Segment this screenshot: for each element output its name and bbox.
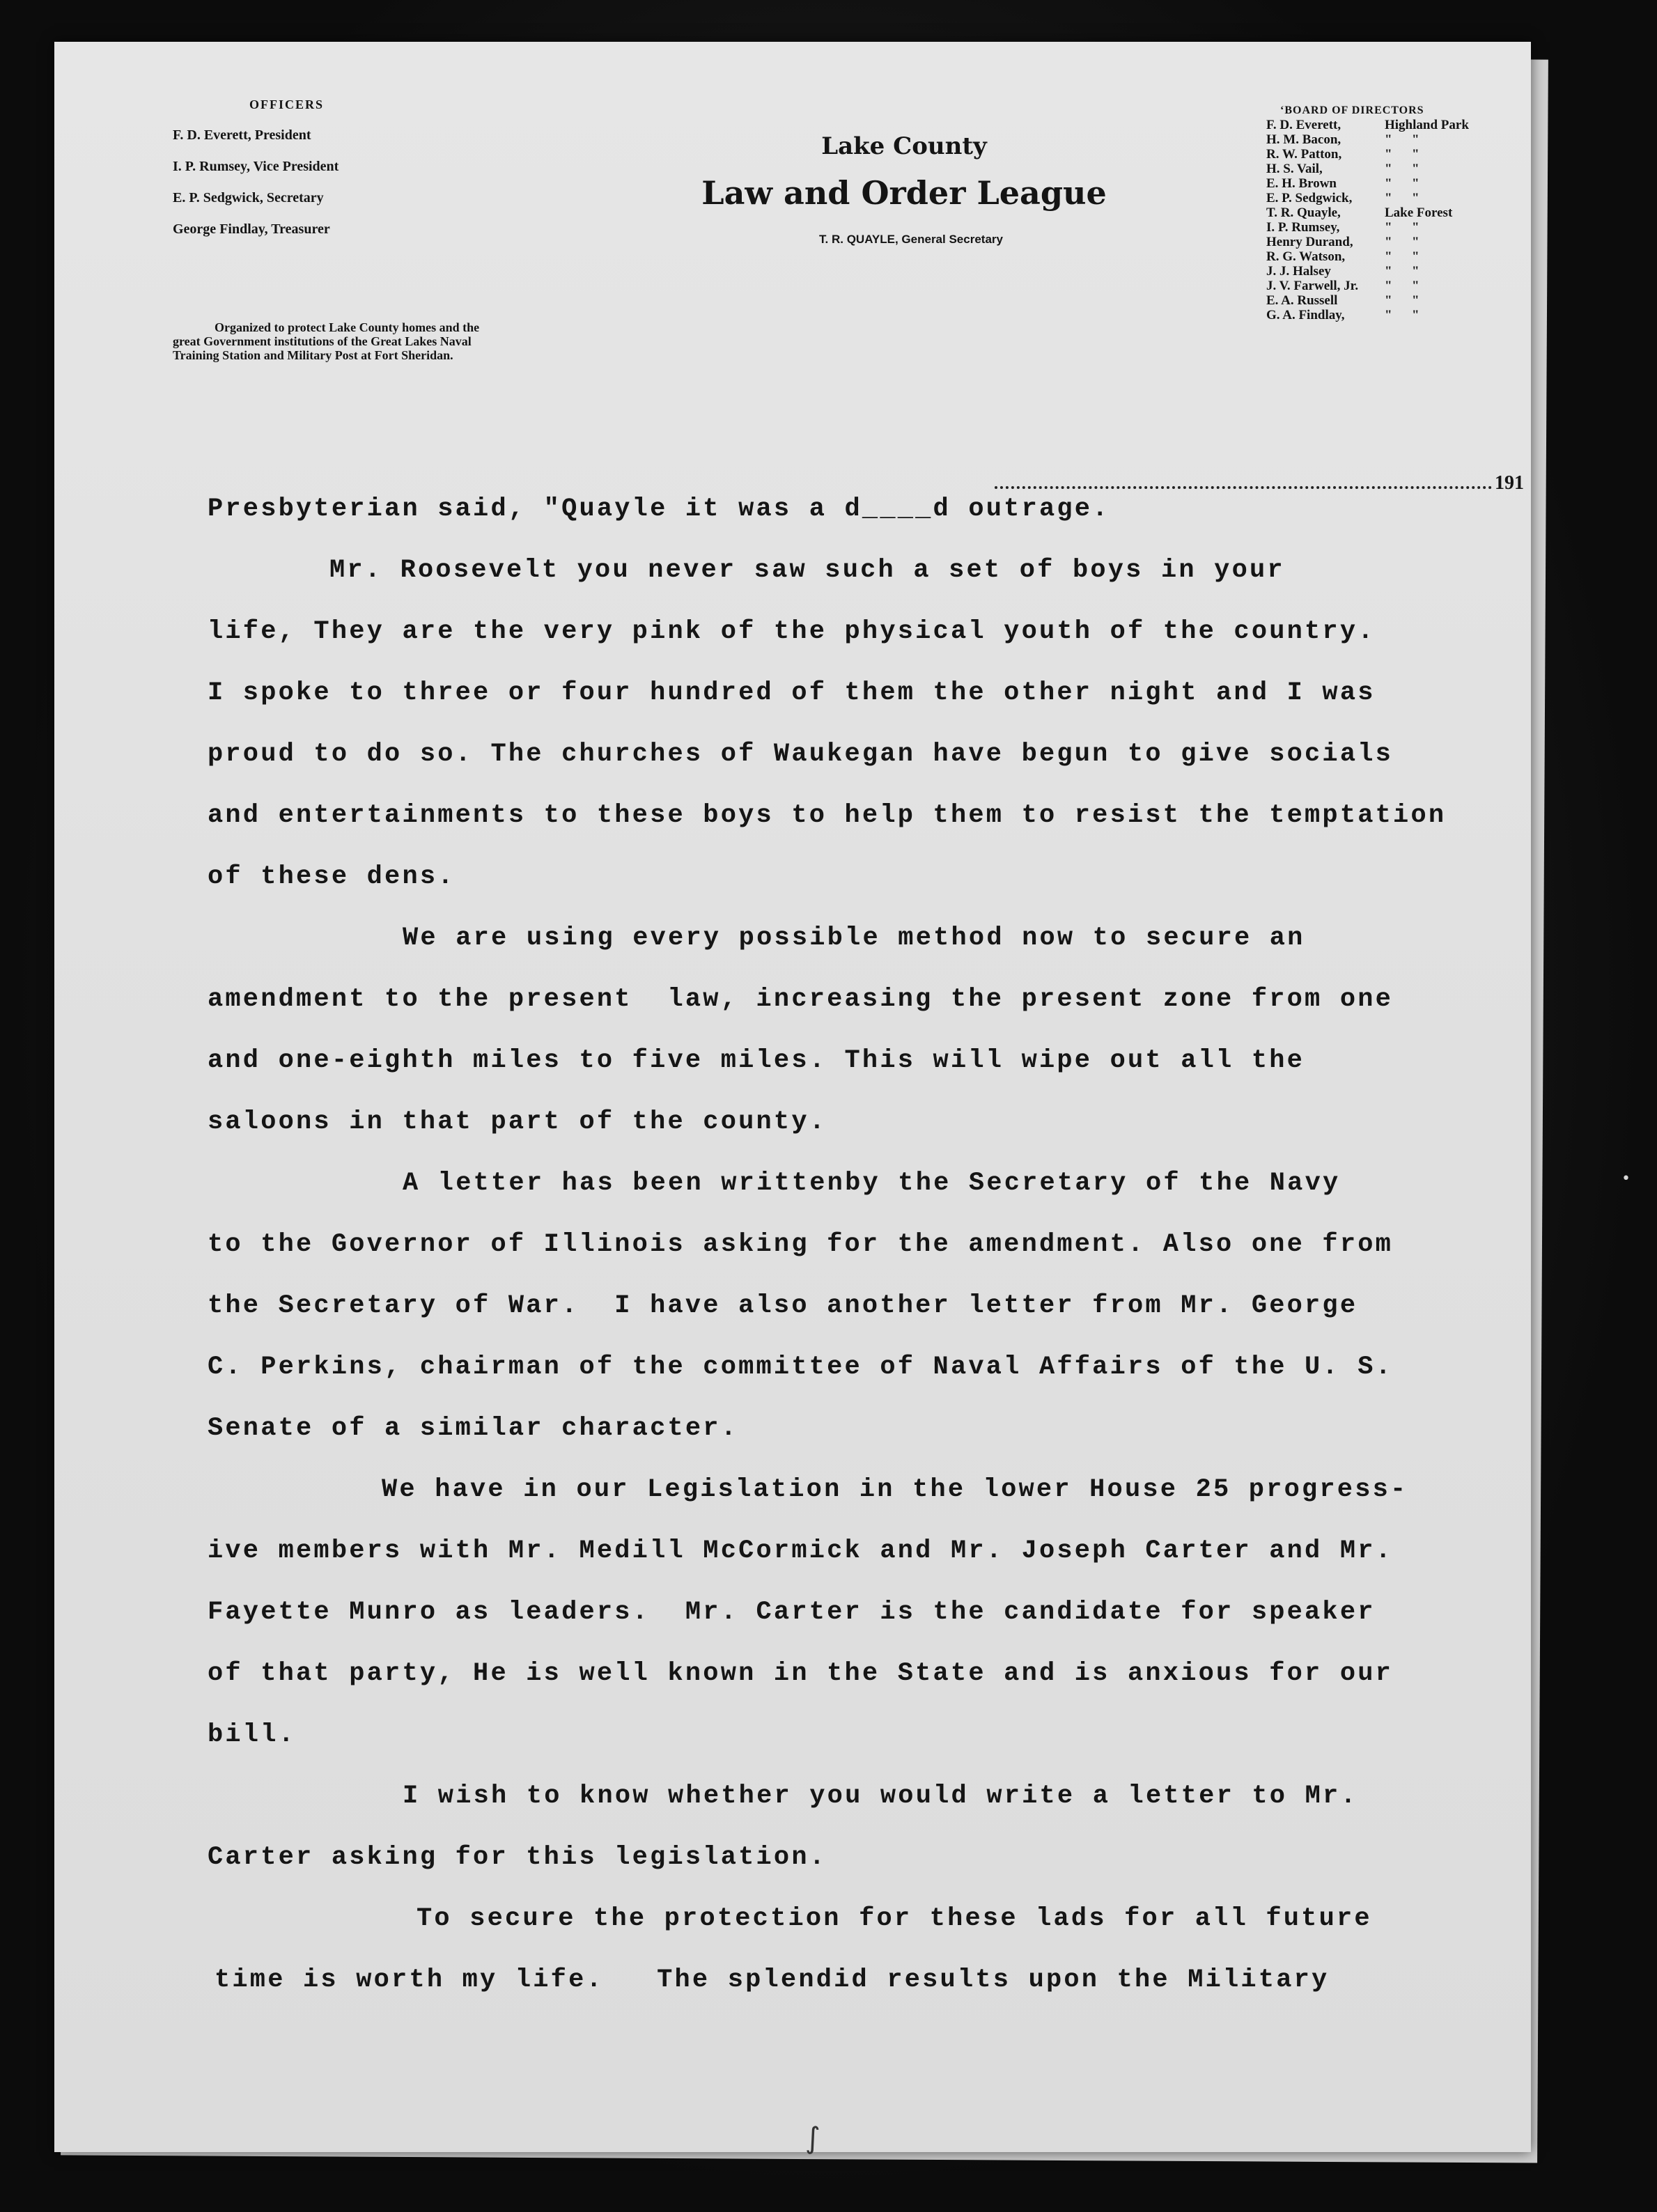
board-member-name: T. R. Quayle,: [1266, 205, 1341, 220]
mission-line: great Government institutions of the Great Lakes Naval: [173, 334, 472, 348]
board-member-place: " ": [1385, 176, 1419, 191]
letter-line: A letter has been writtenby the Secretary of the Navy: [403, 1169, 1341, 1198]
general-secretary: T. R. QUAYLE, General Secretary: [819, 233, 1003, 246]
letter-line: of these dens.: [208, 862, 456, 891]
officer-president: F. D. Everett, President: [173, 127, 311, 143]
letter-line: proud to do so. The churches of Waukegan have begun to give socials: [208, 740, 1394, 769]
letter-line: Fayette Munro as leaders. Mr. Carter is the candidate for speaker: [208, 1598, 1376, 1627]
letter-line: We have in our Legislation in the lower House 25 progress-: [382, 1475, 1408, 1504]
scan-speck: •: [1621, 1170, 1631, 1187]
board-member-name: J. V. Farwell, Jr.: [1266, 279, 1359, 293]
board-member-name: H. M. Bacon,: [1266, 132, 1341, 147]
officer-treasurer: George Findlay, Treasurer: [173, 221, 330, 237]
letter-line: Carter asking for this legislation.: [208, 1843, 827, 1872]
board-member-name: F. D. Everett,: [1266, 118, 1341, 132]
letter-line: to the Governor of Illinois asking for the amendment. Also one from: [208, 1230, 1394, 1259]
officer-secretary: E. P. Sedgwick, Secretary: [173, 190, 324, 205]
letter-line: I wish to know whether you would write a letter to Mr.: [403, 1782, 1358, 1811]
board-member-name: Henry Durand,: [1266, 235, 1353, 249]
mission-line: Training Station and Military Post at Fort Sheridan.: [173, 348, 453, 362]
board-member-name: R. W. Patton,: [1266, 147, 1342, 162]
org-name-line1: Lake County: [821, 132, 987, 160]
letter-line: amendment to the present law, increasing the present zone from one: [208, 985, 1394, 1014]
board-member-place: " ": [1385, 308, 1419, 322]
letter-line: and one-eighth miles to five miles. This will wipe out all the: [208, 1046, 1305, 1075]
letter-line: of that party, He is well known in the State and is anxious for our: [208, 1659, 1394, 1688]
board-member-place: " ": [1385, 264, 1419, 279]
letter-line: life, They are the very pink of the physical youth of the country.: [208, 617, 1376, 646]
board-member-place: " ": [1385, 162, 1419, 176]
letter-line: bill.: [208, 1720, 297, 1750]
letter-line: saloons in that part of the county.: [208, 1107, 827, 1137]
board-member-name: H. S. Vail,: [1266, 162, 1323, 176]
board-member-name: E. H. Brown: [1266, 176, 1337, 191]
board-member-name: I. P. Rumsey,: [1266, 220, 1340, 235]
pencil-mark: ∫: [805, 2121, 820, 2155]
letter-line: Mr. Roosevelt you never saw such a set of boys in your: [329, 556, 1285, 585]
board-member-place: " ": [1385, 220, 1419, 235]
letter-line: Senate of a similar character.: [208, 1414, 739, 1443]
letter-body: [54, 42, 1531, 2152]
board-member-name: J. J. Halsey: [1266, 264, 1331, 279]
org-name-line2: Law and Order League: [701, 174, 1107, 212]
board-member-place: " ": [1385, 191, 1419, 205]
board-member-name: G. A. Findlay,: [1266, 308, 1345, 322]
letter-line: the Secretary of War. I have also another letter from Mr. George: [208, 1291, 1358, 1321]
letter-line: and entertainments to these boys to help them to resist the temptation: [208, 801, 1447, 830]
officers-heading: OFFICERS: [249, 98, 325, 111]
board-member-name: E. P. Sedgwick,: [1266, 191, 1353, 205]
board-member-place: " ": [1385, 279, 1419, 293]
officer-vice-president: I. P. Rumsey, Vice President: [173, 159, 339, 174]
board-member-place: " ": [1385, 293, 1419, 308]
mission-line: Organized to protect Lake County homes and the: [215, 320, 480, 334]
board-member-name: E. A. Russell: [1266, 293, 1338, 308]
date-year-prefix: 191: [1495, 472, 1524, 494]
board-member-name: R. G. Watson,: [1266, 249, 1346, 264]
board-member-place: " ": [1385, 132, 1419, 147]
board-member-place: " ": [1385, 249, 1419, 264]
letter-page: [54, 42, 1531, 2155]
letter-line: We are using every possible method now to secure an: [403, 924, 1305, 953]
letter-line: ive members with Mr. Medill McCormick and Mr. Joseph Carter and Mr.: [208, 1536, 1394, 1566]
letter-line: I spoke to three or four hundred of them the other night and I was: [208, 678, 1376, 708]
board-member-place: Highland Park: [1385, 118, 1469, 132]
board-member-place: " ": [1385, 147, 1419, 162]
letter-line: Presbyterian said, "Quayle it was a d____d outrage.: [208, 494, 1110, 524]
board-member-place: " ": [1385, 235, 1419, 249]
letter-line: time is worth my life. The splendid results upon the Military: [215, 1965, 1330, 1995]
board-heading: ‘BOARD OF DIRECTORS: [1280, 104, 1424, 116]
board-member-place: Lake Forest: [1385, 205, 1453, 220]
letter-line: C. Perkins, chairman of the committee of Naval Affairs of the U. S.: [208, 1353, 1394, 1382]
letter-line: To secure the protection for these lads for all future: [417, 1904, 1372, 1933]
